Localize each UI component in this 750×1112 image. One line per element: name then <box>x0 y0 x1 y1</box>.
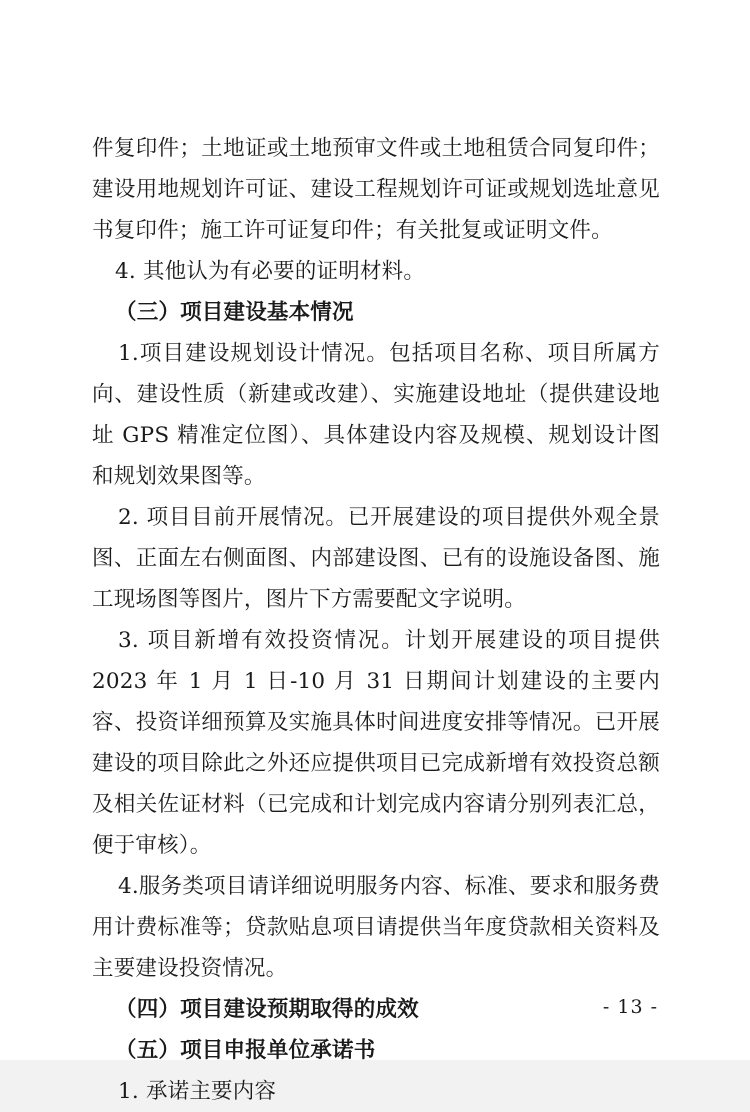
page-number: - 13 - <box>602 996 658 1018</box>
paragraph-item-2: 2. 项目目前开展情况。已开展建设的项目提供外观全景图、正面左右侧面图、内部建设图、已有的设施设备图、施工现场图等图片，图片下方需要配文字说明。 <box>92 505 660 612</box>
paragraph-item-1: 1.项目建设规划设计情况。包括项目名称、项目所属方向、建设性质（新建或改建）、实施建设地址（提供建设地址 GPS 精准定位图）、具体建设内容及规模、规划设计图和规划效果图等。 <box>92 341 660 489</box>
paragraph-item-3: 3. 项目新增有效投资情况。计划开展建设的项目提供 2023 年 1 月 1 日-10 月 31 日期间计划建设的主要内容、投资详细预算及实施具体时间进度安排等情况。已开展建设的项目除此之外还应提供项目已完成新增有效投资总额及相关佐证材料（已完成和计划完成内容请分别列表汇总，便于审核）。 <box>92 628 660 858</box>
section-heading-five: （五）项目申报单位承诺书 <box>115 1038 376 1063</box>
section-heading-four: （四）项目建设预期取得的成效 <box>115 997 419 1022</box>
paragraph-continuation: 件复印件；土地证或土地预审文件或土地租赁合同复印件；建设用地规划许可证、建设工程规划许可证或规划选址意见书复印件；施工许可证复印件；有关批复或证明文件。 <box>92 136 660 243</box>
paragraph-item-4b: 4.服务类项目请详细说明服务内容、标准、要求和服务费用计费标准等；贷款贴息项目请提供当年度贷款相关资料及主要建设投资情况。 <box>92 874 660 981</box>
paragraph-commitment-item-1: 1. 承诺主要内容 <box>118 1079 277 1104</box>
paragraph-item-4: 4. 其他认为有必要的证明材料。 <box>115 259 426 284</box>
page-body <box>92 128 660 1112</box>
section-heading-three: （三）项目建设基本情况 <box>115 300 354 325</box>
